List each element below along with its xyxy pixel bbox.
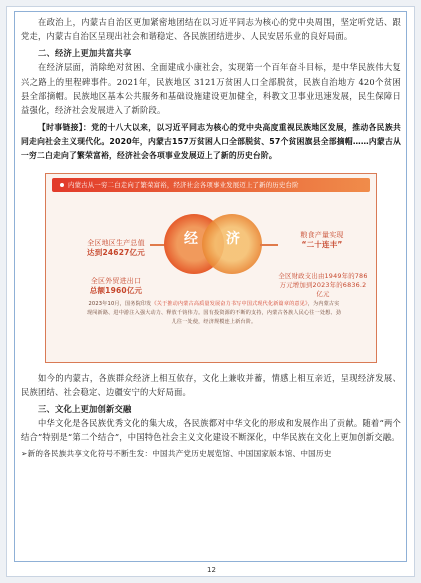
economy-rings xyxy=(164,208,262,300)
paragraph-economy: 在经济层面，消除绝对贫困、全面建成小康社会，实现第一个百年奋斗目标，是中华民族伟大复兴之路上的里程碑事件。2021年，民族地区 3121万贫困人口全部脱贫，民族自治地方 420个贫困县全部摘帽。民族地区基本公共服务和基础设施建设更加健全，科教文卫事业迅速发展，民生保障日益强化，经济社会发展进入了新阶段。 xyxy=(21,62,401,116)
paragraph-politics: 在政治上，内蒙古自治区更加紧密地团结在以习近平同志为核心的党中央周围，坚定听党话、跟党走，内蒙古自治区呈现出社会和谐稳定、各民族团结进步、人民安居乐业的良好局面。 xyxy=(21,17,401,42)
ring-left-text: 经 xyxy=(184,230,199,247)
paragraph-cultural-symbols: ➢新的各民族共享文化符号不断生发：中国共产党历史展览馆、中国国家版本馆、中国历史 xyxy=(21,448,332,458)
paragraph-culture: 中华文化是各民族优秀文化的集大成，各民族都对中华文化的形成和发展作出了贡献。随着“两个结合”特别是“第二个结合”，中国特色社会主义文化建设不断深化，中华民族在文化上更加创新交融。 xyxy=(21,418,401,443)
page-number: 12 xyxy=(207,566,216,574)
footnote-part-a: 2023年10月，国务院印发 xyxy=(88,300,152,307)
bullet-icon xyxy=(60,183,64,187)
stat-grain xyxy=(276,230,368,250)
section-heading-culture: 三、文化上更加创新交融 xyxy=(38,403,132,414)
section-heading-economy: 二、经济上更加共富共享 xyxy=(38,47,132,58)
stat-gdp-label: 全区地区生产总值 xyxy=(87,238,145,247)
paragraph-summary: 如今的内蒙古，各族群众经济上相互依存，文化上兼收并蓄，情感上相互亲近，呈现经济发展、民族团结、社会稳定、边疆安宁的大好局面。 xyxy=(21,372,401,398)
current-affairs-link: 【时事链接】：党的十八大以来，以习近平同志为核心的党中央高度重视民族地区发展，推动各民族共同走向社会主义现代化。2020年，内蒙古157万贫困人口全部脱贫、57个贫困旗县全部摘帽……内蒙古从一穷二白走向了繁荣富裕，经济社会各项事业发展迈上了新的历史台阶。 xyxy=(21,122,401,160)
page-content xyxy=(21,15,401,461)
document-page xyxy=(6,6,415,577)
stat-gdp xyxy=(68,238,164,258)
stat-trade-value: 总额1960亿元 xyxy=(89,285,143,295)
banner-text: 内蒙古从一穷二白走向了繁荣富裕，经济社会各项事业发展迈上了新的历史台阶 xyxy=(68,180,299,189)
economy-infographic xyxy=(45,173,377,363)
stat-grain-value: “二十连丰” xyxy=(301,239,343,249)
stat-grain-label: 粮食产量实现 xyxy=(300,230,344,239)
ring-right-text: 济 xyxy=(226,230,241,247)
stat-trade xyxy=(68,276,164,296)
stat-trade-label: 全区外贸进出口 xyxy=(90,276,142,285)
stat-fiscal-label: 全区财政支出由1949年的786万元增加到2023年的6836.2亿元 xyxy=(278,271,368,298)
footnote-part-c: ，为内蒙古实现闯新路、进中游注入强大动力、释放千钧伟力。国有投资源的不断的支持，内蒙古各族人民心往一处想、劲儿往一处使，经济规模连上新台阶。 xyxy=(86,300,342,325)
footnote-part-b: 《关于推动内蒙古高质量发展奋力书写中国式现代化新篇章的意见》 xyxy=(151,300,308,307)
stat-gdp-value: 达到24627亿元 xyxy=(87,247,145,257)
stat-fiscal xyxy=(278,272,368,299)
infographic-footnote xyxy=(86,300,342,327)
infographic-banner xyxy=(52,178,370,192)
